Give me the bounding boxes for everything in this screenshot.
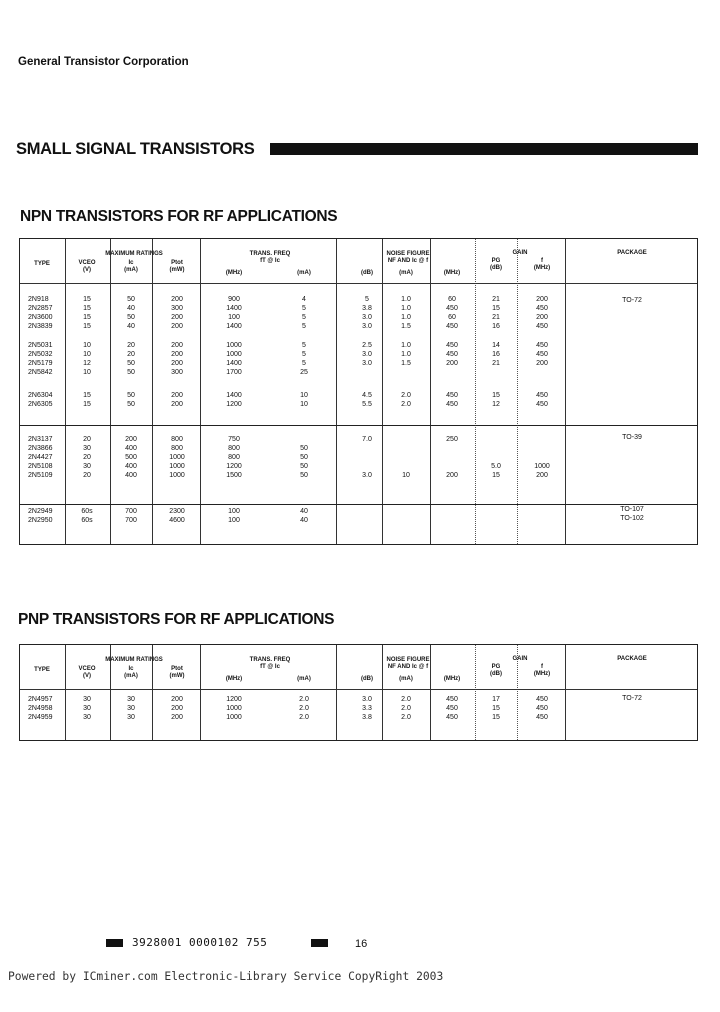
cell-ptot: 200 <box>171 342 183 349</box>
cell-nf: 3.8 <box>362 714 372 721</box>
package-value: TO-39 <box>622 434 642 441</box>
cell-ic: 50 <box>127 314 135 321</box>
table-row <box>20 360 697 369</box>
cell-pg: 5.0 <box>491 463 501 470</box>
table-row <box>20 436 697 445</box>
cell-ic: 50 <box>127 296 135 303</box>
cell-ptot: 200 <box>171 705 183 712</box>
nf-and-ic-f-label: NF AND Ic @ f <box>387 258 429 264</box>
TYPE-label: TYPE <box>34 261 50 267</box>
cell-ft: 1000 <box>226 342 242 349</box>
cell-type: 2N5031 <box>28 342 53 349</box>
cell-type: 2N918 <box>28 296 49 303</box>
pnp-table-title: PNP TRANSISTORS FOR RF APPLICATIONS <box>18 611 335 628</box>
cell-type: 2N2949 <box>28 508 53 515</box>
nf-mhz-unit: (MHz) <box>443 676 461 682</box>
cell-ft: 1200 <box>226 696 242 703</box>
cell-nf-ic: 1.0 <box>401 342 411 349</box>
cell-type: 2N5032 <box>28 351 53 358</box>
cell-type: 2N3839 <box>28 323 53 330</box>
group-divider <box>20 504 697 505</box>
nf-ma-unit: (mA) <box>399 676 413 682</box>
cell-pg: 15 <box>492 714 500 721</box>
nf-and-ic-f-label: NF AND Ic @ f <box>387 664 429 670</box>
cell-ft-ic: 5 <box>302 342 306 349</box>
cell-ft: 1200 <box>226 401 242 408</box>
cell-ptot: 200 <box>171 696 183 703</box>
table-row <box>20 517 697 526</box>
cell-ft-ic: 5 <box>302 314 306 321</box>
cell-ft-ic: 50 <box>300 463 308 470</box>
cell-nf-ic: 1.5 <box>401 323 411 330</box>
cell-pg: 15 <box>492 392 500 399</box>
pg-unit: (dB) <box>490 671 502 677</box>
table-row <box>20 351 697 360</box>
package-value: TO-102 <box>620 515 644 522</box>
cell-ic: 50 <box>127 369 135 376</box>
barcode-mark-right <box>311 939 328 947</box>
cell-ic: 20 <box>127 351 135 358</box>
group-divider <box>20 425 697 426</box>
page-number: 16 <box>355 938 368 950</box>
gain-label: GAIN <box>512 250 528 256</box>
ic-unit: (mA) <box>124 673 138 679</box>
cell-ptot: 4600 <box>169 517 185 524</box>
cell-nf-ic: 1.0 <box>401 314 411 321</box>
cell-nf-f: 200 <box>446 472 458 479</box>
cell-f: 200 <box>536 360 548 367</box>
cell-nf-f: 450 <box>446 705 458 712</box>
cell-ic: 40 <box>127 305 135 312</box>
cell-pg: 21 <box>492 314 500 321</box>
npn-table <box>19 238 698 545</box>
cell-nf: 3.0 <box>362 360 372 367</box>
cell-f: 450 <box>536 342 548 349</box>
cell-nf-f: 60 <box>448 296 456 303</box>
cell-ic: 500 <box>125 454 137 461</box>
cell-ft: 1200 <box>226 463 242 470</box>
cell-ptot: 800 <box>171 445 183 452</box>
cell-vceo: 30 <box>83 463 91 470</box>
ic-label: Ic <box>128 260 134 266</box>
cell-nf-f: 450 <box>446 714 458 721</box>
cell-ft: 100 <box>228 508 240 515</box>
cell-ic: 400 <box>125 472 137 479</box>
cell-ic: 400 <box>125 445 137 452</box>
cell-vceo: 15 <box>83 305 91 312</box>
max-ratings-label: MAXIMUM RATINGS <box>105 657 163 663</box>
table-row <box>20 342 697 351</box>
ic-label: Ic <box>128 666 134 672</box>
cell-ic: 40 <box>127 323 135 330</box>
cell-ptot: 300 <box>171 305 183 312</box>
package-value: TO-72 <box>622 695 642 702</box>
cell-nf-f: 450 <box>446 323 458 330</box>
cell-nf: 7.0 <box>362 436 372 443</box>
cell-type: 2N3137 <box>28 436 53 443</box>
cell-type: 2N4959 <box>28 714 53 721</box>
cell-ptot: 300 <box>171 369 183 376</box>
nf-ma-unit: (mA) <box>399 270 413 276</box>
company-name: General Transistor Corporation <box>18 56 189 68</box>
cell-nf-f: 450 <box>446 342 458 349</box>
column-divider <box>475 645 476 740</box>
cell-nf-ic: 2.0 <box>401 696 411 703</box>
cell-nf-f: 450 <box>446 392 458 399</box>
trans-freq-label: TRANS. FREQ <box>249 251 291 257</box>
column-divider <box>336 645 337 740</box>
cell-nf: 3.0 <box>362 696 372 703</box>
cell-pg: 16 <box>492 323 500 330</box>
cell-vceo: 30 <box>83 445 91 452</box>
package-label: PACKAGE <box>617 250 647 256</box>
cell-nf: 3.0 <box>362 351 372 358</box>
cell-vceo: 10 <box>83 369 91 376</box>
cell-nf-ic: 2.0 <box>401 714 411 721</box>
cell-ic: 30 <box>127 705 135 712</box>
cell-ft: 1400 <box>226 392 242 399</box>
cell-ic: 30 <box>127 714 135 721</box>
ptot-label: Ptot <box>171 666 183 672</box>
table-row <box>20 454 697 463</box>
cell-nf-f: 450 <box>446 351 458 358</box>
cell-type: 2N4427 <box>28 454 53 461</box>
cell-ic: 20 <box>127 342 135 349</box>
cell-type: 2N5108 <box>28 463 53 470</box>
cell-pg: 15 <box>492 472 500 479</box>
cell-ft: 1700 <box>226 369 242 376</box>
pnp-table <box>19 644 698 741</box>
cell-nf: 3.0 <box>362 472 372 479</box>
cell-ptot: 1000 <box>169 472 185 479</box>
cell-ft-ic: 4 <box>302 296 306 303</box>
table-row <box>20 296 697 305</box>
cell-vceo: 15 <box>83 323 91 330</box>
cell-f: 200 <box>536 472 548 479</box>
nf-db-unit: (dB) <box>361 676 373 682</box>
cell-nf: 2.5 <box>362 342 372 349</box>
cell-nf-f: 60 <box>448 314 456 321</box>
ft-mhz-unit: (MHz) <box>225 676 243 682</box>
trans-freq-label: TRANS. FREQ <box>249 657 291 663</box>
cell-vceo: 30 <box>83 705 91 712</box>
cell-pg: 12 <box>492 401 500 408</box>
cell-pg: 14 <box>492 342 500 349</box>
cell-ptot: 200 <box>171 323 183 330</box>
cell-ptot: 200 <box>171 360 183 367</box>
barcode-mark-left <box>106 939 123 947</box>
cell-f: 450 <box>536 305 548 312</box>
table-row <box>20 392 697 401</box>
cell-type: 2N3600 <box>28 314 53 321</box>
max-ratings-label: MAXIMUM RATINGS <box>105 251 163 257</box>
cell-vceo: 20 <box>83 472 91 479</box>
column-divider <box>65 645 66 740</box>
table-row <box>20 445 697 454</box>
cell-ft-ic: 2.0 <box>299 705 309 712</box>
cell-type: 2N5109 <box>28 472 53 479</box>
cell-vceo: 20 <box>83 454 91 461</box>
cell-nf-f: 250 <box>446 436 458 443</box>
ft-at-ic-label: fT @ Ic <box>260 664 280 670</box>
ft-ma-unit: (mA) <box>297 270 311 276</box>
table-row <box>20 323 697 332</box>
copyright-notice: Powered by ICminer.com Electronic-Library Service CopyRight 2003 <box>8 970 444 983</box>
cell-nf-f: 450 <box>446 401 458 408</box>
cell-nf-f: 200 <box>446 360 458 367</box>
cell-ft: 100 <box>228 314 240 321</box>
cell-vceo: 10 <box>83 351 91 358</box>
noise-figure-label: NOISE FIGURE <box>386 251 430 257</box>
ptot-unit: (mW) <box>169 267 185 273</box>
noise-figure-label: NOISE FIGURE <box>386 657 430 663</box>
cell-pg: 16 <box>492 351 500 358</box>
cell-nf-ic: 2.0 <box>401 705 411 712</box>
cell-nf-ic: 2.0 <box>401 401 411 408</box>
column-divider <box>430 645 431 740</box>
cell-ft: 1400 <box>226 323 242 330</box>
cell-ic: 50 <box>127 360 135 367</box>
cell-nf-ic: 1.0 <box>401 296 411 303</box>
ft-ma-unit: (mA) <box>297 676 311 682</box>
cell-ic: 200 <box>125 436 137 443</box>
cell-pg: 15 <box>492 305 500 312</box>
footer-code: 3928001 0000102 755 <box>132 936 268 949</box>
cell-f: 200 <box>536 296 548 303</box>
cell-ft: 800 <box>228 454 240 461</box>
cell-ptot: 200 <box>171 296 183 303</box>
pg-label: PG <box>491 258 501 264</box>
cell-ft-ic: 10 <box>300 392 308 399</box>
cell-ptot: 200 <box>171 314 183 321</box>
cell-nf-f: 450 <box>446 305 458 312</box>
cell-f: 1000 <box>534 463 550 470</box>
table-row <box>20 714 697 723</box>
ft-mhz-unit: (MHz) <box>225 270 243 276</box>
cell-ft-ic: 50 <box>300 454 308 461</box>
ptot-unit: (mW) <box>169 673 185 679</box>
cell-ft: 1400 <box>226 360 242 367</box>
vceo-unit: (V) <box>83 673 91 679</box>
table-row <box>20 508 697 517</box>
pg-unit: (dB) <box>490 265 502 271</box>
cell-nf-ic: 10 <box>402 472 410 479</box>
table-row <box>20 463 697 472</box>
cell-pg: 21 <box>492 296 500 303</box>
cell-ft-ic: 5 <box>302 323 306 330</box>
cell-vceo: 15 <box>83 314 91 321</box>
ft-at-ic-label: fT @ Ic <box>260 258 280 264</box>
cell-f: 450 <box>536 696 548 703</box>
package-label: PACKAGE <box>617 656 647 662</box>
cell-ptot: 800 <box>171 436 183 443</box>
cell-ptot: 1000 <box>169 463 185 470</box>
cell-vceo: 15 <box>83 401 91 408</box>
cell-vceo: 30 <box>83 714 91 721</box>
gain-f-unit: (MHz) <box>533 671 551 677</box>
table-row <box>20 705 697 714</box>
cell-f: 450 <box>536 351 548 358</box>
vceo-unit: (V) <box>83 267 91 273</box>
cell-ic: 700 <box>125 517 137 524</box>
gain-f-unit: (MHz) <box>533 265 551 271</box>
cell-type: 2N2950 <box>28 517 53 524</box>
cell-ft-ic: 2.0 <box>299 714 309 721</box>
section-title-bar <box>270 143 698 155</box>
cell-type: 2N4958 <box>28 705 53 712</box>
cell-ft-ic: 10 <box>300 401 308 408</box>
cell-ft: 800 <box>228 445 240 452</box>
header-divider <box>20 689 697 690</box>
cell-ft-ic: 50 <box>300 472 308 479</box>
cell-type: 2N2857 <box>28 305 53 312</box>
cell-ptot: 200 <box>171 714 183 721</box>
cell-nf-ic: 2.0 <box>401 392 411 399</box>
vceo-label: VCEO <box>78 260 96 266</box>
cell-vceo: 60s <box>81 517 93 524</box>
cell-pg: 17 <box>492 696 500 703</box>
cell-nf-ic: 1.5 <box>401 360 411 367</box>
cell-type: 2N5179 <box>28 360 53 367</box>
cell-nf: 3.0 <box>362 314 372 321</box>
cell-ptot: 200 <box>171 351 183 358</box>
table-row <box>20 305 697 314</box>
cell-ic: 50 <box>127 401 135 408</box>
cell-ic: 30 <box>127 696 135 703</box>
cell-ptot: 2300 <box>169 508 185 515</box>
cell-pg: 21 <box>492 360 500 367</box>
cell-nf: 3.0 <box>362 323 372 330</box>
cell-ft-ic: 50 <box>300 445 308 452</box>
cell-f: 450 <box>536 392 548 399</box>
column-divider <box>200 645 201 740</box>
cell-ft: 1000 <box>226 351 242 358</box>
ic-unit: (mA) <box>124 267 138 273</box>
cell-ft-ic: 40 <box>300 517 308 524</box>
cell-ft: 100 <box>228 517 240 524</box>
column-divider <box>382 645 383 740</box>
pg-label: PG <box>491 664 501 670</box>
column-divider <box>565 645 566 740</box>
cell-vceo: 15 <box>83 296 91 303</box>
cell-ptot: 200 <box>171 392 183 399</box>
cell-type: 2N3866 <box>28 445 53 452</box>
cell-f: 450 <box>536 705 548 712</box>
TYPE-label: TYPE <box>34 667 50 673</box>
cell-f: 450 <box>536 401 548 408</box>
cell-vceo: 10 <box>83 342 91 349</box>
cell-vceo: 30 <box>83 696 91 703</box>
cell-ft: 750 <box>228 436 240 443</box>
cell-ft: 1000 <box>226 714 242 721</box>
cell-type: 2N6305 <box>28 401 53 408</box>
cell-nf: 3.3 <box>362 705 372 712</box>
cell-vceo: 12 <box>83 360 91 367</box>
ptot-label: Ptot <box>171 260 183 266</box>
cell-ptot: 1000 <box>169 454 185 461</box>
cell-vceo: 15 <box>83 392 91 399</box>
cell-vceo: 60s <box>81 508 93 515</box>
cell-ft-ic: 5 <box>302 351 306 358</box>
table-row <box>20 472 697 481</box>
vceo-label: VCEO <box>78 666 96 672</box>
cell-ic: 700 <box>125 508 137 515</box>
cell-nf: 3.8 <box>362 305 372 312</box>
cell-type: 2N4957 <box>28 696 53 703</box>
cell-vceo: 20 <box>83 436 91 443</box>
cell-ic: 50 <box>127 392 135 399</box>
cell-f: 200 <box>536 314 548 321</box>
cell-nf: 5 <box>365 296 369 303</box>
cell-nf-f: 450 <box>446 696 458 703</box>
nf-mhz-unit: (MHz) <box>443 270 461 276</box>
cell-nf-ic: 1.0 <box>401 351 411 358</box>
table-row <box>20 696 697 705</box>
cell-type: 2N5842 <box>28 369 53 376</box>
gain-f-label: f <box>541 258 543 264</box>
table-row <box>20 401 697 410</box>
cell-ft: 1400 <box>226 305 242 312</box>
cell-pg: 15 <box>492 705 500 712</box>
section-title: SMALL SIGNAL TRANSISTORS <box>16 140 255 158</box>
table-row <box>20 369 697 378</box>
cell-type: 2N6304 <box>28 392 53 399</box>
header-divider <box>20 283 697 284</box>
cell-ft: 1500 <box>226 472 242 479</box>
package-value: TO-72 <box>622 297 642 304</box>
cell-ft-ic: 5 <box>302 360 306 367</box>
cell-nf: 5.5 <box>362 401 372 408</box>
nf-db-unit: (dB) <box>361 270 373 276</box>
cell-ptot: 200 <box>171 401 183 408</box>
cell-ft-ic: 25 <box>300 369 308 376</box>
cell-nf: 4.5 <box>362 392 372 399</box>
cell-ft-ic: 2.0 <box>299 696 309 703</box>
npn-table-title: NPN TRANSISTORS FOR RF APPLICATIONS <box>20 208 338 225</box>
cell-ft: 900 <box>228 296 240 303</box>
gain-label: GAIN <box>512 656 528 662</box>
package-value: TO-107 <box>620 506 644 513</box>
gain-f-label: f <box>541 664 543 670</box>
cell-ft-ic: 40 <box>300 508 308 515</box>
cell-ft-ic: 5 <box>302 305 306 312</box>
cell-nf-ic: 1.0 <box>401 305 411 312</box>
cell-ft: 1000 <box>226 705 242 712</box>
cell-ic: 400 <box>125 463 137 470</box>
cell-f: 450 <box>536 714 548 721</box>
table-row <box>20 314 697 323</box>
cell-f: 450 <box>536 323 548 330</box>
